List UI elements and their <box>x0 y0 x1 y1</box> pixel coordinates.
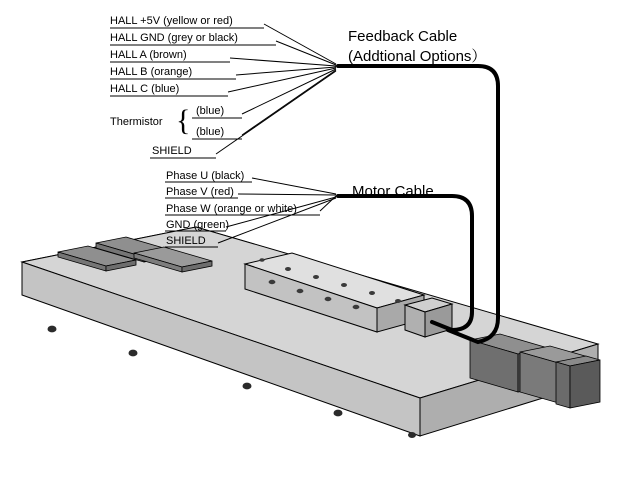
motor-wire-prefix-3: GND <box>166 219 191 231</box>
feedback-wire-label-3 <box>110 66 192 78</box>
motor-cable-title: Motor Cable <box>352 183 434 200</box>
motor-wire-prefix-2: Phase W <box>166 203 211 215</box>
feedback-wire-label-2 <box>110 49 187 61</box>
motor-wire-detail-3: (green) <box>193 219 229 231</box>
motor-wire-detail-2: (orange or white) <box>213 203 297 215</box>
feedback-wire-detail-3: (orange) <box>150 66 193 78</box>
feedback-wire-prefix-4: HALL C <box>110 83 149 95</box>
feedback-wire-label-4 <box>110 83 179 95</box>
feedback-wire-prefix-0: HALL +5V <box>110 15 161 27</box>
motor-wire-prefix-4: SHIELD <box>166 235 206 247</box>
feedback-wire-prefix-3: HALL B <box>110 66 148 78</box>
cable-exit-block <box>405 298 452 337</box>
feedback-wire-detail-4: (blue) <box>151 83 180 95</box>
feedback-wire-label-6 <box>196 126 224 138</box>
feedback-wire-prefix-1: HALL GND <box>110 32 165 44</box>
motor-wire-label-0 <box>166 170 244 182</box>
feedback-wire-detail-1: (grey or black) <box>167 32 238 44</box>
feedback-wire-detail-0: (yellow or red) <box>163 15 233 27</box>
feedback-wire-prefix-2: HALL A <box>110 49 147 61</box>
thermistor-brace: { <box>176 104 191 137</box>
feedback-wire-label-5 <box>196 105 224 117</box>
feedback-cable-title-line1: Feedback Cable <box>348 28 458 45</box>
feedback-cable-title-line2: (Addtional Options） <box>348 48 487 65</box>
feedback-wire-detail-6: (blue) <box>196 126 225 138</box>
feedback-wire-prefix-7: SHIELD <box>152 145 192 157</box>
feedback-wire-detail-2: (brown) <box>149 49 187 61</box>
motor-wire-prefix-1: Phase V <box>166 186 208 198</box>
motor-wire-detail-1: (red) <box>210 186 234 198</box>
feedback-wire-label-1 <box>110 32 238 44</box>
feedback-wire-label-0 <box>110 15 233 27</box>
motor-wire-label-1 <box>166 186 234 198</box>
feedback-wire-label-7 <box>152 145 192 157</box>
motor-wire-prefix-0: Phase U <box>166 170 209 182</box>
motor-wire-label-3 <box>166 219 229 231</box>
feedback-wire-detail-5: (blue) <box>196 105 225 117</box>
motor-wire-label-4 <box>166 235 206 247</box>
motor-wire-label-2 <box>166 203 297 215</box>
motor-wire-detail-0: (black) <box>211 170 245 182</box>
thermistor-label: Thermistor <box>110 116 163 128</box>
